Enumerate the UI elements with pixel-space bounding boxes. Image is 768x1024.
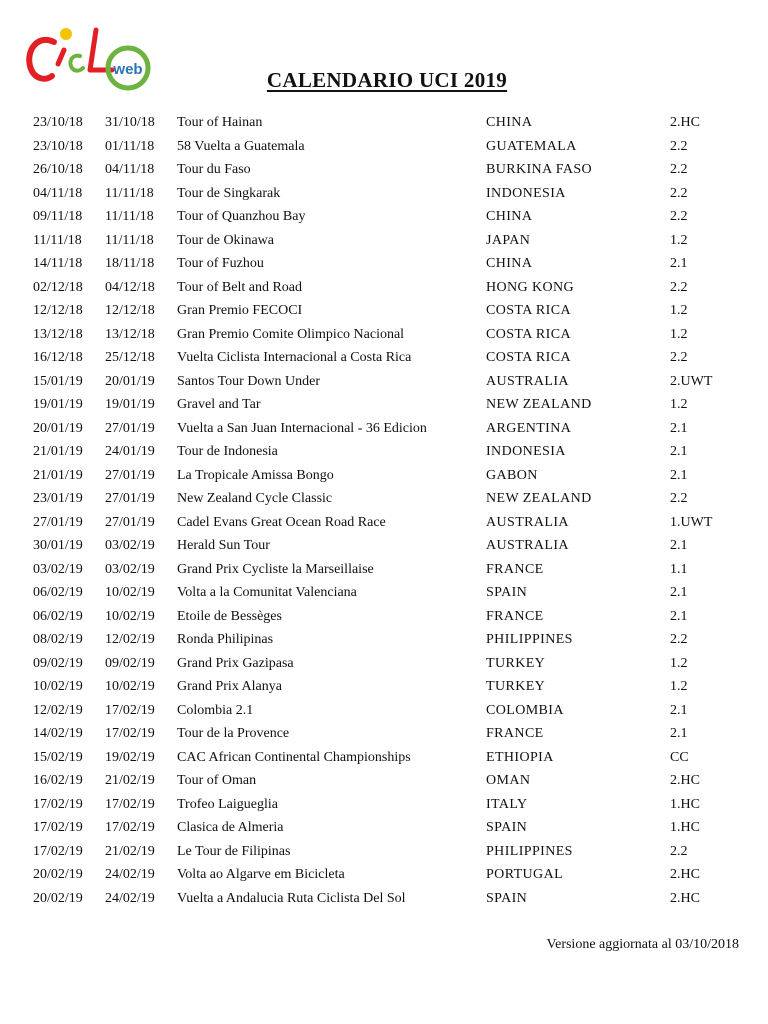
race-name: New Zealand Cycle Classic xyxy=(177,491,333,506)
race-class: 2.2 xyxy=(670,209,688,224)
start-date: 14/11/18 xyxy=(33,256,83,271)
race-name: Etoile de Bessèges xyxy=(177,608,282,624)
table-row xyxy=(0,440,768,464)
race-class: CC xyxy=(670,749,689,765)
country: GABON xyxy=(486,467,538,483)
race-class: 1.2 xyxy=(670,679,688,694)
race-name: Tour de Okinawa xyxy=(177,232,274,248)
country: SPAIN xyxy=(486,585,528,600)
end-date: 11/11/18 xyxy=(105,232,154,248)
country: CHINA xyxy=(486,209,533,224)
start-date: 14/02/19 xyxy=(33,726,83,741)
end-date: 17/02/19 xyxy=(105,726,155,741)
race-class: 1.UWT xyxy=(670,514,713,530)
start-date: 02/12/18 xyxy=(33,279,83,295)
table-row xyxy=(0,769,768,793)
end-date: 09/02/19 xyxy=(105,655,155,671)
end-date: 04/11/18 xyxy=(105,162,155,177)
start-date: 27/01/19 xyxy=(33,514,83,530)
end-date: 04/12/18 xyxy=(105,279,155,295)
race-class: 2.HC xyxy=(670,115,700,130)
table-row xyxy=(0,605,768,629)
start-date: 16/02/19 xyxy=(33,773,83,788)
table-row xyxy=(0,558,768,582)
table-row xyxy=(0,158,768,182)
race-class: 1.2 xyxy=(670,655,688,671)
end-date: 03/02/19 xyxy=(105,538,155,553)
start-date: 15/01/19 xyxy=(33,373,83,389)
start-date: 08/02/19 xyxy=(33,632,83,647)
end-date: 31/10/18 xyxy=(105,115,155,130)
end-date: 13/12/18 xyxy=(105,326,155,342)
country: NEW ZEALAND xyxy=(486,397,592,412)
start-date: 26/10/18 xyxy=(33,162,83,177)
end-date: 10/02/19 xyxy=(105,679,155,694)
start-date: 21/01/19 xyxy=(33,444,83,459)
table-row xyxy=(0,581,768,605)
race-class: 2.2 xyxy=(670,843,688,859)
race-name: Ronda Philipinas xyxy=(177,632,274,647)
end-date: 21/02/19 xyxy=(105,773,155,788)
country: OMAN xyxy=(486,773,531,788)
end-date: 27/01/19 xyxy=(105,491,155,506)
race-name: Gran Premio Comite Olimpico Nacional xyxy=(177,326,405,342)
table-row xyxy=(0,863,768,887)
country: PHILIPPINES xyxy=(486,843,573,859)
country: NEW ZEALAND xyxy=(486,491,592,506)
race-name: Tour of Oman xyxy=(177,773,257,788)
table-row xyxy=(0,252,768,276)
start-date: 12/12/18 xyxy=(33,303,83,318)
start-date: 03/02/19 xyxy=(33,561,83,577)
race-class: 1.2 xyxy=(670,232,688,248)
race-class: 2.2 xyxy=(670,138,688,154)
table-row xyxy=(0,628,768,652)
race-name: Tour of Quanzhou Bay xyxy=(177,209,306,224)
race-name: Grand Prix Cycliste la Marseillaise xyxy=(177,561,374,577)
table-row xyxy=(0,346,768,370)
end-date: 24/01/19 xyxy=(105,444,155,459)
table-row xyxy=(0,534,768,558)
country: AUSTRALIA xyxy=(486,373,569,389)
country: INDONESIA xyxy=(486,444,566,459)
end-date: 01/11/18 xyxy=(105,138,155,154)
race-class: 2.HC xyxy=(670,867,700,882)
country: AUSTRALIA xyxy=(486,514,569,530)
race-class: 2.1 xyxy=(670,256,688,271)
page-title: CALENDARIO UCI 2019 xyxy=(266,68,508,92)
end-date: 12/02/19 xyxy=(105,632,155,647)
race-name: Tour de Singkarak xyxy=(177,185,281,201)
table-row xyxy=(0,746,768,770)
country: FRANCE xyxy=(486,726,544,741)
end-date: 27/01/19 xyxy=(105,420,155,436)
version-note: Versione aggiornata al 03/10/2018 xyxy=(546,937,739,952)
table-row xyxy=(0,205,768,229)
race-name: Grand Prix Alanya xyxy=(177,679,282,694)
race-name: Vuelta Ciclista Internacional a Costa Rica xyxy=(177,350,412,365)
race-class: 2.2 xyxy=(670,185,688,201)
table-row xyxy=(0,299,768,323)
table-row xyxy=(0,417,768,441)
race-class: 1.2 xyxy=(670,303,688,318)
race-name: Grand Prix Gazipasa xyxy=(177,655,294,671)
race-name: Santos Tour Down Under xyxy=(177,373,321,389)
start-date: 30/01/19 xyxy=(33,538,83,553)
country: HONG KONG xyxy=(486,279,574,295)
country: PORTUGAL xyxy=(486,867,564,882)
country: JAPAN xyxy=(486,232,531,248)
end-date: 12/12/18 xyxy=(105,303,155,318)
start-date: 17/02/19 xyxy=(33,843,83,859)
race-name: Cadel Evans Great Ocean Road Race xyxy=(177,514,386,530)
table-row xyxy=(0,816,768,840)
end-date: 10/02/19 xyxy=(105,585,155,600)
race-name: Tour of Fuzhou xyxy=(177,256,264,271)
start-date: 04/11/18 xyxy=(33,185,83,201)
race-name: Tour of Belt and Road xyxy=(177,279,302,295)
end-date: 19/02/19 xyxy=(105,749,155,765)
country: BURKINA FASO xyxy=(486,162,593,177)
table-row xyxy=(0,699,768,723)
country: TURKEY xyxy=(486,655,546,671)
race-class: 2.2 xyxy=(670,162,688,177)
race-class: 2.1 xyxy=(670,585,688,600)
country: FRANCE xyxy=(486,608,544,624)
start-date: 23/01/19 xyxy=(33,491,83,506)
table-row xyxy=(0,722,768,746)
table-row xyxy=(0,887,768,911)
race-name: Clasica de Almeria xyxy=(177,820,284,835)
table-row xyxy=(0,793,768,817)
end-date: 20/01/19 xyxy=(105,373,155,389)
start-date: 23/10/18 xyxy=(33,138,83,154)
start-date: 17/02/19 xyxy=(33,820,83,835)
start-date: 09/11/18 xyxy=(33,209,83,224)
start-date: 17/02/19 xyxy=(33,796,83,812)
table-row xyxy=(0,511,768,535)
race-name: CAC African Continental Championships xyxy=(177,749,411,765)
race-name: Tour du Faso xyxy=(177,162,251,177)
table-row xyxy=(0,393,768,417)
end-date: 21/02/19 xyxy=(105,843,155,859)
start-date: 15/02/19 xyxy=(33,749,83,765)
race-class: 2.HC xyxy=(670,890,700,906)
country: AUSTRALIA xyxy=(486,538,569,553)
country: SPAIN xyxy=(486,890,528,906)
end-date: 24/02/19 xyxy=(105,867,155,882)
race-class: 2.1 xyxy=(670,538,688,553)
end-date: 17/02/19 xyxy=(105,820,155,835)
table-row xyxy=(0,229,768,253)
table-row xyxy=(0,464,768,488)
start-date: 09/02/19 xyxy=(33,655,83,671)
race-class: 2.2 xyxy=(670,279,688,295)
table-row xyxy=(0,675,768,699)
end-date: 24/02/19 xyxy=(105,890,155,906)
start-date: 06/02/19 xyxy=(33,608,83,624)
race-name: Le Tour de Filipinas xyxy=(177,843,291,859)
race-class: 2.1 xyxy=(670,420,688,436)
table-row xyxy=(0,652,768,676)
race-class: 2.2 xyxy=(670,632,688,647)
country: PHILIPPINES xyxy=(486,632,573,647)
country: ARGENTINA xyxy=(486,420,572,436)
race-class: 1.2 xyxy=(670,326,688,342)
race-name: Vuelta a Andalucia Ruta Ciclista Del Sol xyxy=(177,890,406,906)
start-date: 19/01/19 xyxy=(33,397,83,412)
race-name: Herald Sun Tour xyxy=(177,538,270,553)
race-name: Vuelta a San Juan Internacional - 36 Edicion xyxy=(177,420,427,436)
race-name: Tour of Hainan xyxy=(177,115,263,130)
country: COLOMBIA xyxy=(486,702,564,718)
country: COSTA RICA xyxy=(486,303,571,318)
race-class: 2.1 xyxy=(670,726,688,741)
race-class: 2.1 xyxy=(670,702,688,718)
table-row xyxy=(0,111,768,135)
race-name: 58 Vuelta a Guatemala xyxy=(177,138,305,154)
start-date: 13/12/18 xyxy=(33,326,83,342)
race-class: 1.2 xyxy=(670,397,688,412)
start-date: 23/10/18 xyxy=(33,115,83,130)
race-class: 2.1 xyxy=(670,444,688,459)
start-date: 06/02/19 xyxy=(33,585,83,600)
end-date: 27/01/19 xyxy=(105,467,155,483)
country: FRANCE xyxy=(486,561,544,577)
start-date: 10/02/19 xyxy=(33,679,83,694)
country: COSTA RICA xyxy=(486,326,571,342)
country: ITALY xyxy=(486,796,528,812)
country: ETHIOPIA xyxy=(486,749,554,765)
country: CHINA xyxy=(486,115,533,130)
race-class: 2.2 xyxy=(670,491,688,506)
race-class: 2.2 xyxy=(670,350,688,365)
race-class: 1.HC xyxy=(670,796,700,812)
race-class: 2.1 xyxy=(670,467,688,483)
table-row xyxy=(0,323,768,347)
race-class: 2.1 xyxy=(670,608,688,624)
table-row xyxy=(0,370,768,394)
end-date: 27/01/19 xyxy=(105,514,155,530)
country: TURKEY xyxy=(486,679,546,694)
race-calendar-table xyxy=(0,111,768,910)
end-date: 17/02/19 xyxy=(105,796,155,812)
country: GUATEMALA xyxy=(486,138,577,154)
end-date: 19/01/19 xyxy=(105,397,155,412)
logo-web-text: web xyxy=(113,61,143,78)
country: SPAIN xyxy=(486,820,528,835)
race-name: Tour de Indonesia xyxy=(177,444,278,459)
race-class: 2.HC xyxy=(670,773,700,788)
start-date: 12/02/19 xyxy=(33,702,83,718)
start-date: 21/01/19 xyxy=(33,467,83,483)
start-date: 11/11/18 xyxy=(33,232,82,248)
race-name: Gran Premio FECOCI xyxy=(177,303,303,318)
end-date: 03/02/19 xyxy=(105,561,155,577)
start-date: 20/02/19 xyxy=(33,867,83,882)
race-class: 1.HC xyxy=(670,820,700,835)
end-date: 25/12/18 xyxy=(105,350,155,365)
table-row xyxy=(0,276,768,300)
table-row xyxy=(0,135,768,159)
end-date: 18/11/18 xyxy=(105,256,155,271)
end-date: 10/02/19 xyxy=(105,608,155,624)
race-name: Tour de la Provence xyxy=(177,726,290,741)
country: COSTA RICA xyxy=(486,350,571,365)
race-name: La Tropicale Amissa Bongo xyxy=(177,467,334,483)
table-row xyxy=(0,182,768,206)
end-date: 17/02/19 xyxy=(105,702,155,718)
start-date: 20/02/19 xyxy=(33,890,83,906)
country: CHINA xyxy=(486,256,533,271)
race-name: Gravel and Tar xyxy=(177,397,261,412)
country: INDONESIA xyxy=(486,185,566,201)
race-name: Trofeo Laigueglia xyxy=(177,796,278,812)
end-date: 11/11/18 xyxy=(105,209,154,224)
race-name: Volta a la Comunitat Valenciana xyxy=(177,585,357,600)
table-row xyxy=(0,840,768,864)
start-date: 16/12/18 xyxy=(33,350,83,365)
race-class: 1.1 xyxy=(670,561,688,577)
end-date: 11/11/18 xyxy=(105,185,154,201)
start-date: 20/01/19 xyxy=(33,420,83,436)
race-name: Volta ao Algarve em Bicicleta xyxy=(177,867,345,882)
race-name: Colombia 2.1 xyxy=(177,702,254,718)
table-row xyxy=(0,487,768,511)
race-class: 2.UWT xyxy=(670,373,713,389)
